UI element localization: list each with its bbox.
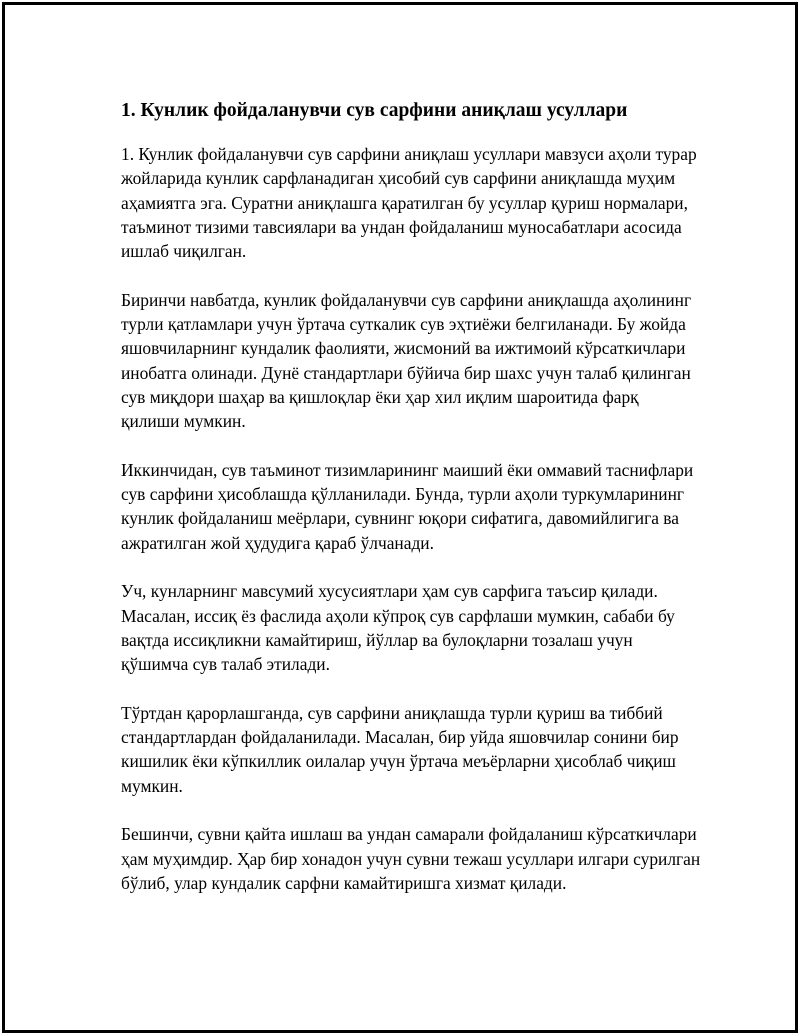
paragraph-6: Бешинчи, сувни қайта ишлаш ва ундан самарали фойдаланиш кўрсаткичлари ҳам муҳимдир. Ҳар бир хонадон учун сувни тежаш усуллари илгари сурилган бўлиб, улар кундалик сарфни камайтиришга хизмат қилади. <box>121 824 701 893</box>
page-frame <box>2 2 798 1033</box>
document-body <box>121 93 701 920</box>
paragraph-1: 1. Кунлик фойдаланувчи сув сарфини аниқлаш усуллари мавзуси аҳоли турар жойларида кунлик сарфланадиган ҳисобий сув сарфини аниқлашда муҳим аҳамиятга эга. Суратни аниқлашга қаратилган бу усуллар қуриш нормалари, таъминот тизими тавсиялари ва ундан фойдаланиш муносабатлари асосида ишлаб чиқилган. <box>121 144 697 262</box>
paragraph-2: Биринчи навбатда, кунлик фойдаланувчи сув сарфини аниқлашда аҳолининг турли қатламлари учун ўртача суткалик сув эҳтиёжи белгиланади. Бу жойда яшовчиларнинг кундалик фаолияти, жисмоний ва ижтимоий кўрсаткичлари инобатга олинади. Дунё стандартлари бўйича бир шахс учун талаб қилинган сув миқдори шаҳар ва қишлоқлар ёки ҳар хил иқлим шароитида фарқ қилиши мумкин. <box>121 289 692 432</box>
paragraph-5: Тўртдан қарорлашганда, сув сарфини аниқлашда турли қуриш ва тиббий стандартлардан фойдаланилади. Масалан, бир уйда яшовчилар сонини бир кишилик ёки кўпкиллик оилалар учун ўртача меъёрларни ҳисоблаб чиқиш мумкин. <box>121 702 679 796</box>
document-title: 1. Кунлик фойдаланувчи сув сарфини аниқлаш усуллари <box>121 100 628 121</box>
paragraph-4: Уч, кунларнинг мавсумий хусусиятлари ҳам сув сарфига таъсир қилади. Масалан, иссиқ ёз фаслида аҳоли кўпроқ сув сарфлаши мумкин, сабаби бу вақтда иссиқликни камайтириш, йўллар ва булоқларни тозалаш учун қўшимча сув талаб этилади. <box>121 581 675 675</box>
paragraph-3: Иккинчидан, сув таъминот тизимларининг маиший ёки оммавий таснифлари сув сарфини ҳисоблашда қўлланилади. Бунда, турли аҳоли туркумларининг кунлик фойдаланиш меёрлари, сувнинг юқори сифатига, давомийлигига ва ажратилган жой ҳудудига қараб ўлчанади. <box>121 459 694 553</box>
